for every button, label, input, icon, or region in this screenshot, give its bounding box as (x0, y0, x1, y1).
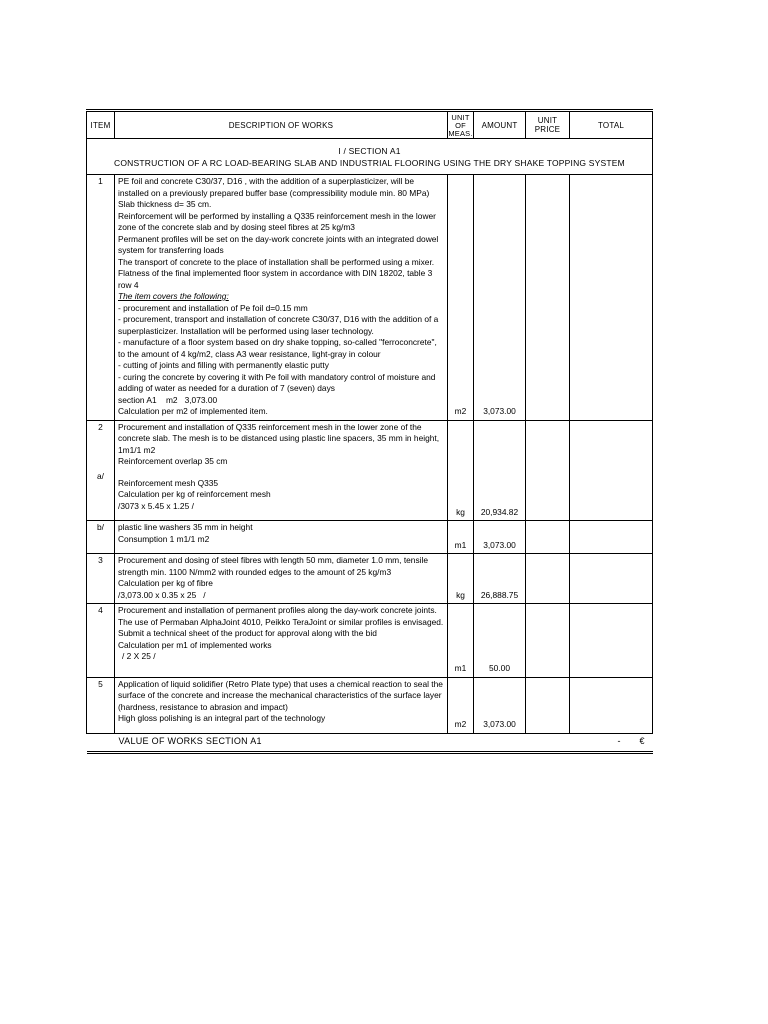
section-total-label: VALUE OF WORKS SECTION A1 (87, 733, 570, 752)
description-line: Flatness of the final implemented floor system in accordance with DIN 18202, table 3 row 4 (118, 268, 433, 290)
header-unit-line-1: UNIT (451, 113, 470, 122)
item-unit-price (526, 420, 570, 521)
section-title: CONSTRUCTION OF A RC LOAD-BEARING SLAB AND INDUSTRIAL FLOORING USING THE DRY SHAKE TOPPING SYSTEM (114, 158, 625, 168)
section-number: I / SECTION A1 (338, 146, 401, 156)
item-unit-price (526, 554, 570, 604)
item-amount: 50.00 (474, 604, 526, 678)
item-total (570, 604, 653, 678)
covers-line: - cutting of joints and filling with permanently elastic putty (118, 360, 329, 370)
item-unit-price (526, 677, 570, 733)
header-unit-price-line-2: PRICE (534, 125, 561, 134)
item-unit: m2 (448, 677, 474, 733)
description-line: High gloss polishing is an integral part of the technology (118, 713, 326, 723)
description-line: /3073 x 5.45 x 1.25 / (118, 500, 194, 511)
item-total (570, 677, 653, 733)
table-row (87, 677, 653, 733)
item-total (570, 521, 653, 554)
covers-line: - manufacture of a floor system based on dry shake topping, so-called "ferroconcrete", to the amount of 4 kg/m2, class A3 wear resistance, light-gray in colour (118, 337, 437, 359)
table-row (87, 175, 653, 421)
description-line: Calculation per m1 of implemented works (118, 639, 272, 650)
table-row (87, 604, 653, 678)
boq-table (86, 109, 653, 754)
item-unit: kg (448, 554, 474, 604)
header-unit-price (526, 111, 570, 139)
item-unit: m2 (448, 175, 474, 421)
item-unit: m1 (448, 521, 474, 554)
item-description (115, 554, 448, 604)
item-unit-price (526, 604, 570, 678)
section-heading (87, 139, 653, 175)
section-total-value (570, 733, 653, 752)
header-unit-price-line-1: UNIT (537, 116, 558, 125)
item-total (570, 175, 653, 421)
description-line: / 2 X 25 / (122, 651, 156, 661)
header-total: TOTAL (570, 111, 653, 139)
description-line: Permanent profiles will be set on the day-work concrete joints with an integrated dowel system for transferring loads (118, 233, 439, 255)
covers-line: - procurement and installation of Pe foil d=0.15 mm (118, 302, 308, 313)
table-row (87, 521, 653, 554)
header-unit-line-2: OF (455, 121, 466, 130)
description-line: Submit a technical sheet of the product for approval along with the bid (118, 628, 377, 638)
header-unit-of-measure (448, 111, 474, 139)
description-line: Reinforcement mesh Q335 (118, 477, 219, 488)
item-description (115, 420, 448, 521)
description-line: Procurement and installation of permanent profiles along the day-work concrete joints. The use of Permaban AlphaJoint 4010, Peikko TeraJoint or similar profiles is envisaged. (118, 605, 444, 627)
description-line: Reinforcement overlap 35 cm (118, 456, 228, 466)
header-item: ITEM (87, 111, 115, 139)
header-description: DESCRIPTION OF WORKS (115, 111, 448, 139)
item-number: b/ (87, 521, 115, 554)
item-amount: 3,073.00 (474, 521, 526, 554)
item-description (115, 604, 448, 678)
description-line: Reinforcement will be performed by installing a Q335 reinforcement mesh in the lower zone of the concrete slab and by dosing steel fibres at 25 kg/m3 (118, 210, 436, 232)
section-total-amount: - (617, 735, 621, 746)
covers-line: - curing the concrete by covering it with Pe foil with mandatory control of moisture and adding of water as needed for a duration of 7 (seven) days (118, 371, 436, 393)
section-total-row (87, 733, 653, 752)
item-amount: 20,934.82 (474, 420, 526, 521)
description-line: Application of liquid solidifier (Retro Plate type) that uses a chemical reaction to seal the surface of the concrete and increase the mechanical characteristics of the surface layer (hardness, resistance to abrasion and impact) (118, 678, 443, 712)
item-total (570, 554, 653, 604)
item-total (570, 420, 653, 521)
covers-line: - procurement, transport and installation of concrete C30/37, D16 with the addition of a superplasticizer. Installation will be performed using laser technology. (118, 314, 439, 336)
item-number-cell (87, 420, 115, 521)
sub-item-number: a/ (97, 471, 104, 481)
item-description (115, 521, 448, 554)
header-amount: AMOUNT (474, 111, 526, 139)
description-line: The transport of concrete to the place of installation shall be performed using a mixer. (118, 256, 435, 267)
item-amount: 3,073.00 (474, 677, 526, 733)
description-line: Calculation per kg of reinforcement mesh (118, 489, 271, 499)
item-number: 2 (98, 421, 103, 432)
description-line: Procurement and dosing of steel fibres with length 50 mm, diameter 1.0 mm, tensile strength min. 1100 N/mm2 with rounded edges to the amount of 25 kg/m3 (118, 555, 429, 577)
description-line: Slab thickness d= 35 cm. (118, 199, 212, 209)
table-row (87, 554, 653, 604)
item-description (115, 677, 448, 733)
item-unit-price (526, 175, 570, 421)
item-number: 3 (87, 554, 115, 604)
description-line: Consumption 1 m1/1 m2 (118, 533, 210, 544)
covers-title: The item covers the following: (118, 291, 229, 301)
item-unit-price (526, 521, 570, 554)
item-description (115, 175, 448, 421)
currency-symbol: € (639, 735, 645, 746)
description-line: Procurement and installation of Q335 reinforcement mesh in the lower zone of the concrete slab. The mesh is to be distanced using plastic line spacers, 35 mm in height, 1m1/1 m2 (118, 421, 440, 455)
item-number: 5 (87, 677, 115, 733)
item-number: 1 (87, 175, 115, 421)
description-line: PE foil and concrete C30/37, D16 , with the addition of a superplasticizer, will be installed on a previously prepared buffer base (compressibility module min. 80 MPa) (118, 176, 430, 198)
description-line: plastic line washers 35 mm in height (118, 522, 253, 532)
bill-of-quantities (86, 109, 652, 754)
item-amount: 3,073.00 (474, 175, 526, 421)
item-number: 4 (87, 604, 115, 678)
covers-line: section A1 m2 3,073.00 (118, 394, 218, 405)
item-amount: 26,888.75 (474, 554, 526, 604)
covers-line: Calculation per m2 of implemented item. (118, 406, 268, 416)
description-line: /3,073.00 x 0.35 x 25 / (118, 589, 206, 600)
table-row (87, 420, 653, 521)
item-unit: m1 (448, 604, 474, 678)
description-line: Calculation per kg of fibre (118, 578, 213, 588)
header-unit-line-3: MEAS. (448, 130, 473, 136)
item-unit: kg (448, 420, 474, 521)
